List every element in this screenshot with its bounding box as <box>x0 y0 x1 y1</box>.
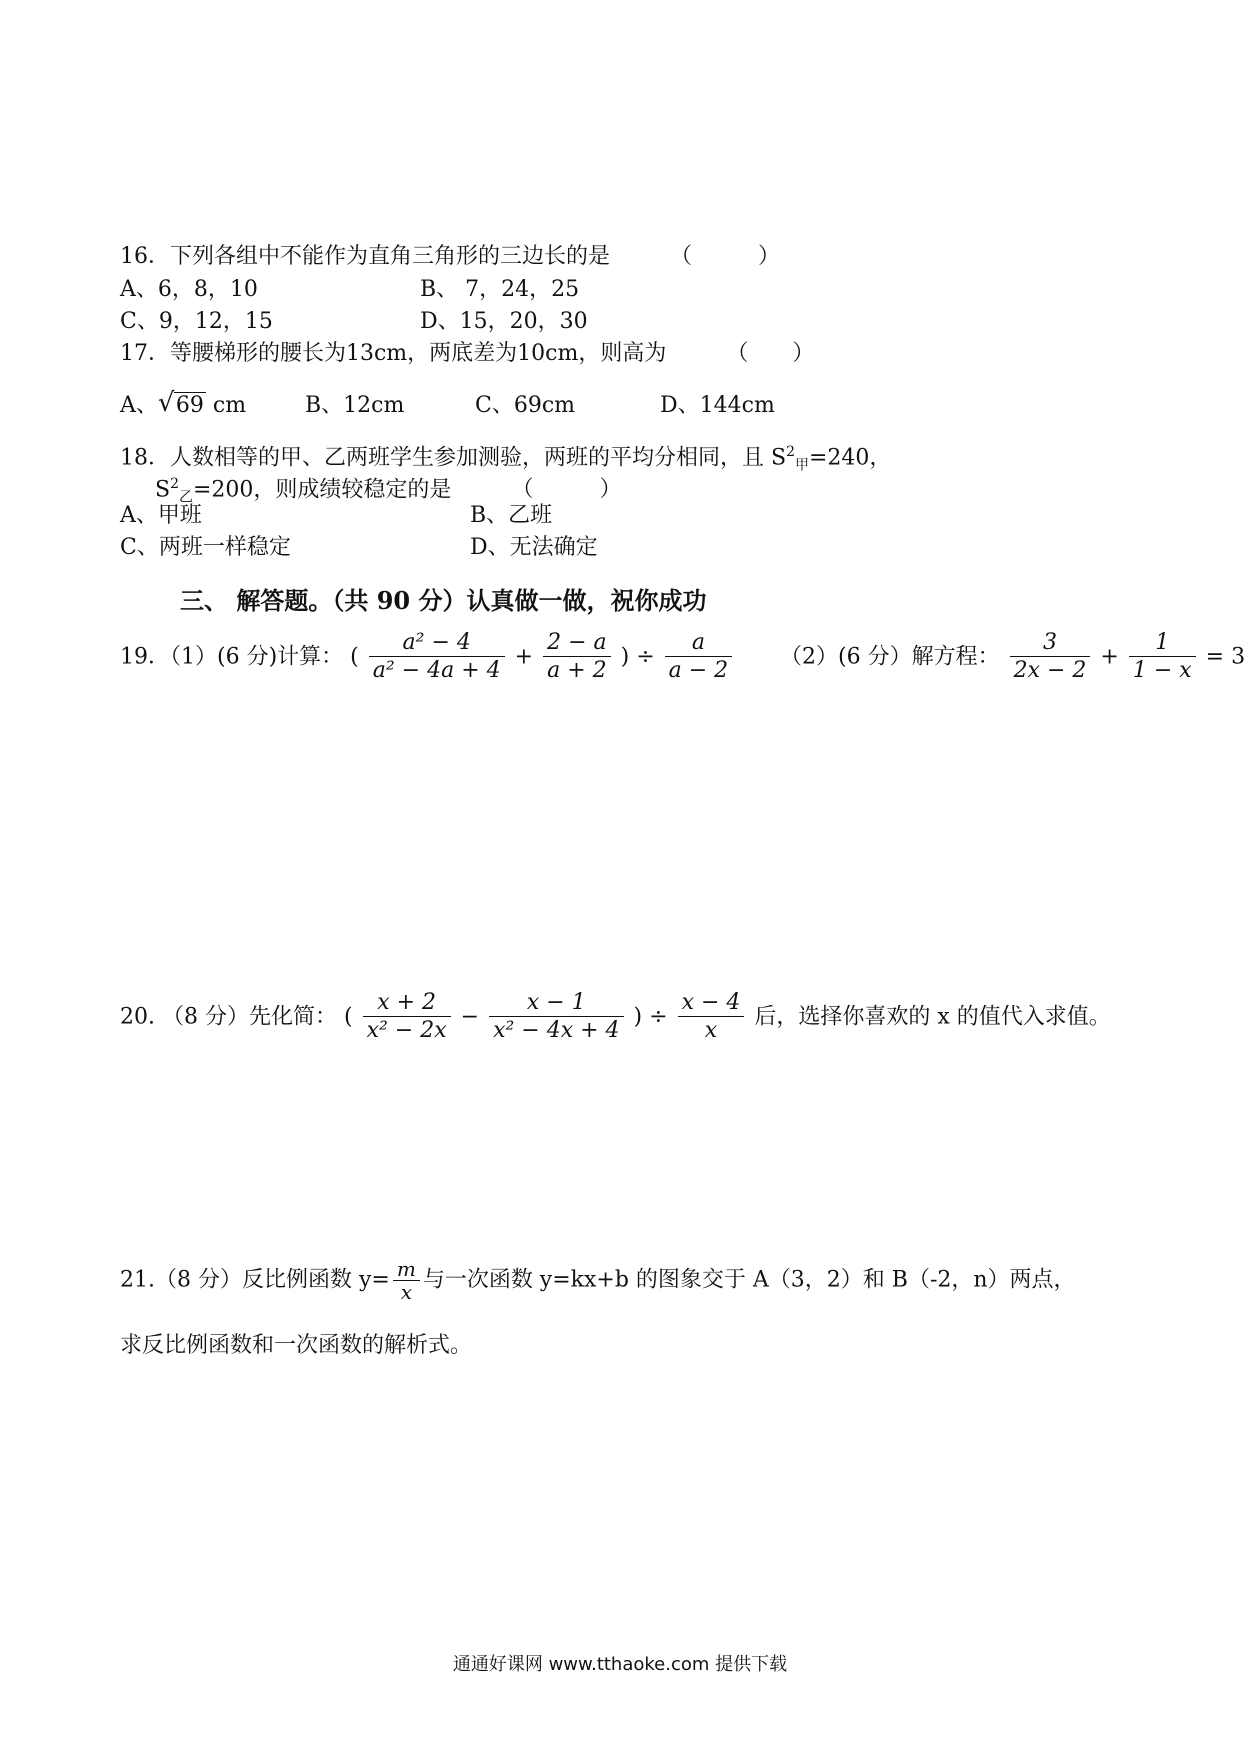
answer-paren: （ ） <box>670 244 781 269</box>
question-16-stem: 16．下列各组中不能作为直角三角形的三边长的是 （ ） <box>120 244 781 269</box>
fraction: $\frac{2 - a}{a + 2}$ <box>543 630 611 685</box>
fraction: $\frac{x - 1}{\text{x² − 4x + 4}}$ <box>489 990 623 1045</box>
fraction: $\frac{m}{x}$ <box>393 1258 420 1303</box>
answer-paren: （ ） <box>511 477 622 503</box>
fraction: $\frac{1}{1 - x}$ <box>1129 630 1196 685</box>
section-3-title: 三、 解答题。（共 90 分）认真做一做，祝你成功 <box>180 586 707 615</box>
fraction: $\frac{x - 4}{x}$ <box>678 990 745 1045</box>
q17-option-b: B、12cm <box>305 393 405 418</box>
q18-option-b: B、乙班 <box>470 503 553 528</box>
q18-option-a: A、甲班 <box>120 503 202 528</box>
q16-option-b: B、 7，24，25 <box>420 277 580 302</box>
fraction: $\frac{\text{a² − 4}}{\text{a² − 4a + 4}}$ <box>369 630 505 685</box>
q17-option-a: A、 √ 69 cm <box>120 388 247 418</box>
fraction: $\frac{a}{a - 2}$ <box>665 630 733 685</box>
q16-option-c: C、9，12，15 <box>120 309 273 334</box>
answer-paren: （ ） <box>726 341 815 366</box>
q18-option-d: D、无法确定 <box>470 535 598 560</box>
q17-option-d: D、144cm <box>660 393 775 418</box>
sqrt-symbol: √ 69 <box>157 388 204 418</box>
question-19-part-2: （2）(6 分）解方程： $\frac{3}{2x - 2}$ + $\frac{1}{1 - x}$ = 3 <box>780 630 1245 683</box>
q16-option-a: A、6，8，10 <box>120 277 258 302</box>
question-21-line-2: 求反比例函数和一次函数的解析式。 <box>120 1333 473 1358</box>
fraction: $\frac{3}{2x - 2}$ <box>1010 630 1091 685</box>
question-17-stem: 17．等腰梯形的腰长为13cm，两底差为10cm，则高为 （ ） <box>120 341 815 366</box>
q17-option-c: C、69cm <box>475 393 576 418</box>
q18-option-c: C、两班一样稳定 <box>120 535 291 560</box>
footer-download-note: 通通好课网 www.tthaoke.com 提供下载 <box>452 1654 788 1675</box>
q16-option-d: D、15，20，30 <box>420 309 588 334</box>
question-18-stem-line2: $S^2_乙=200$，则成绩较稳定的是 （ ） <box>155 476 622 506</box>
question-19-part-1: 19．（1）(6 分)计算： ( $\frac{\text{a² − 4}}{\text{a² − 4a + 4}}$ + $\frac{2 - a}{a + 2}$ ) ÷ $\frac{a}{a - 2}$ <box>120 630 735 685</box>
question-20: 20. （8 分）先化简： ( $\frac{x + 2}{\text{x² − 2x}}$ − $\frac{x - 1}{\text{x² − 4x + 4}}$ ) ÷ $\frac{x - 4}{x}$ 后，选择你喜欢的 x 的值代入求值。 <box>120 990 1111 1043</box>
question-18-stem-line1: 18．人数相等的甲、乙两班学生参加测验，两班的平均分相同，且 $S^2_甲=240$， <box>120 444 892 474</box>
fraction: $\frac{x + 2}{\text{x² − 2x}}$ <box>363 990 451 1045</box>
question-21-line-1: 21.（8 分）反比例函数 y= $\frac{m}{x}$ 与一次函数 y=kx+b 的图象交于 A（3，2）和 B（-2，n）两点， <box>120 1257 1076 1304</box>
